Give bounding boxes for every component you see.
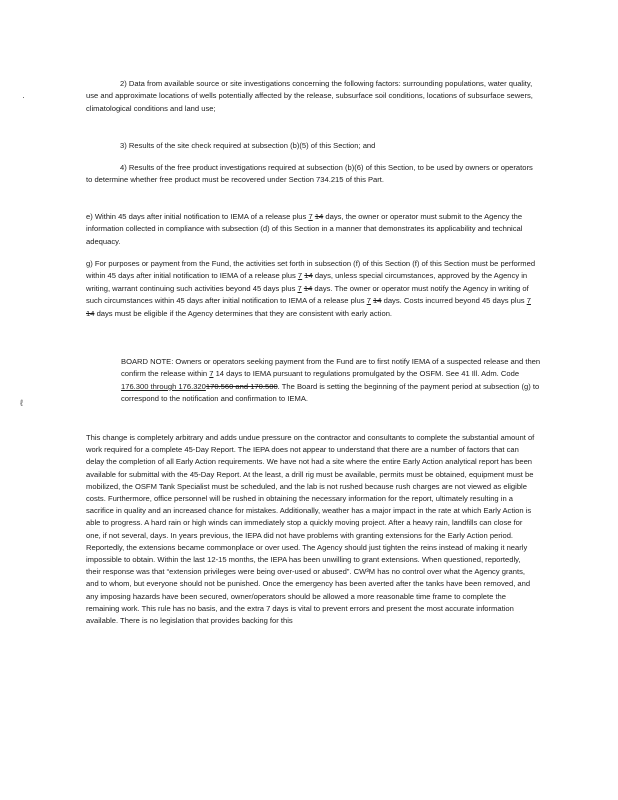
comment-paragraph: This change is completely arbitrary and adds undue pressure on the contractor and consultants to complete the substantial amount of work required for a complete 45-Day Report. The IEPA does not appear to understand that there are a number of factors that can delay the completion of all Early Action requirements. We have not had a site where the entire Early Action analytical report has been available for submittal with the 45-Day Report. At the least, a drill rig must be available, permits must be obtained, equipment must be mobilized, the OSFM Tank Specialist must be scheduled, and the lab is not rushed because rush charges are not viewed as eligible costs. Furthermore, office personnel will be rushed in obtaining the necessary information for the report, ultimately resulting in a sacrifice in quality and an increased chance for mistakes. Additionally, weather has a major impact in the rate at which Early Action is able to progress. A hard rain or high winds can immediately stop a quickly moving project. After a heavy rain, landfills can close for one, if not several, days. In years previous, the IEPA did not have problems with granting extensions for the Early Action period. Reportedly, the extensions became commonplace or over used. The Agency should just tighten the reins instead of making it nearly impossible to obtain. Within the last 12-15 months, the IEPA has been unwilling to grant extensions. When questioned, reportedly, their response was that “extension privileges were being over-used or abused”. CW³M has no control over what the Agency grants, and to whom, but everyone should not be punished. Once the emergency has been averted after the tanks have been removed, and any imposing hazards have been secured, owner/operators should be allowed a more reasonable time frame to complete the remaining work. This rule has no basis, and the extra 7 days is vital to prevent errors and present the most accurate information available. There is no legislation that provides backing for this (86, 433, 535, 626)
para-g-text: days, unless special circumstances, approved by the Agency in writing, warrant continuing such activities beyond 45 days plus (86, 271, 528, 293)
para-g-text: days must be eligible if the Agency determines that they are consistent with early action. (94, 308, 393, 318)
margin-mark: ℓ (20, 398, 23, 408)
inserted-text: 7 (308, 212, 313, 221)
deleted-text: 14 (373, 296, 382, 306)
inserted-text: 7 (526, 296, 531, 306)
board-note-text: . The Board is setting the beginning of the payment period at subsection (g) to correspond to the notification and confirmation to IEMA. (121, 381, 540, 404)
inserted-text: 7 (297, 271, 303, 281)
paragraph-e (86, 211, 540, 248)
inserted-text: 7 (297, 283, 302, 293)
deleted-text: 14 (304, 271, 313, 281)
board-note (121, 356, 541, 406)
para-g-text: days. The owner or operator must notify the Agency in writing of such circumstances within 45 days after initial notification to IEMA of a release plus (86, 283, 529, 306)
board-note-text: BOARD NOTE: Owners or operators seeking payment from the Fund are to first notify IEMA of a suspected release and then confirm the release within (121, 357, 541, 379)
para-g-text: g) For purposes or payment from the Fund, the activities set forth in subsection (f) of this Section (f) of this Section must be performed within 45 days after initial notification to IEMA of a release plus (86, 259, 536, 281)
inserted-text: 176.300 through 176.320 (121, 381, 206, 391)
para-g-text: days. Costs incurred beyond 45 days plus (381, 296, 527, 306)
item-3: 3) Results of the site check required at subsection (b)(5) of this Section; and (120, 141, 376, 150)
deleted-text: 14 (86, 308, 95, 318)
margin-mark: · (22, 92, 25, 102)
paragraph-g (86, 258, 540, 320)
inserted-text: 7 (209, 369, 214, 379)
item-2: 2) Data from available source or site investigations concerning the following factors: surrounding populations, water quality, use and approximate locations of wells potentially affected by the release, subsurface soil conditions, locations of subsurface sewers, climatological conditions and land use; (86, 79, 533, 113)
board-note-text: 14 days to IEMA pursuant to regulations promulgated by the OSFM. See 41 Ill. Adm. Code (213, 369, 520, 379)
item-4: 4) Results of the free product investigations required at subsection (b)(6) of this Section, to be used by owners or operators to determine whether free product must be recovered under Section 734.215 of this Part. (86, 163, 533, 185)
deleted-text: 14 (314, 212, 324, 221)
inserted-text: 7 (366, 296, 371, 306)
para-e-text: e) Within 45 days after initial notification to IEMA of a release plus (86, 212, 309, 221)
deleted-text: 170.560 and 170.580 (205, 381, 278, 391)
deleted-text: 14 (303, 283, 313, 293)
para-e-text: days, the owner or operator must submit to the Agency the information collected in compliance with subsection (d) of this Section in a manner that demonstrates its applicability and technical adequacy. (86, 212, 523, 246)
